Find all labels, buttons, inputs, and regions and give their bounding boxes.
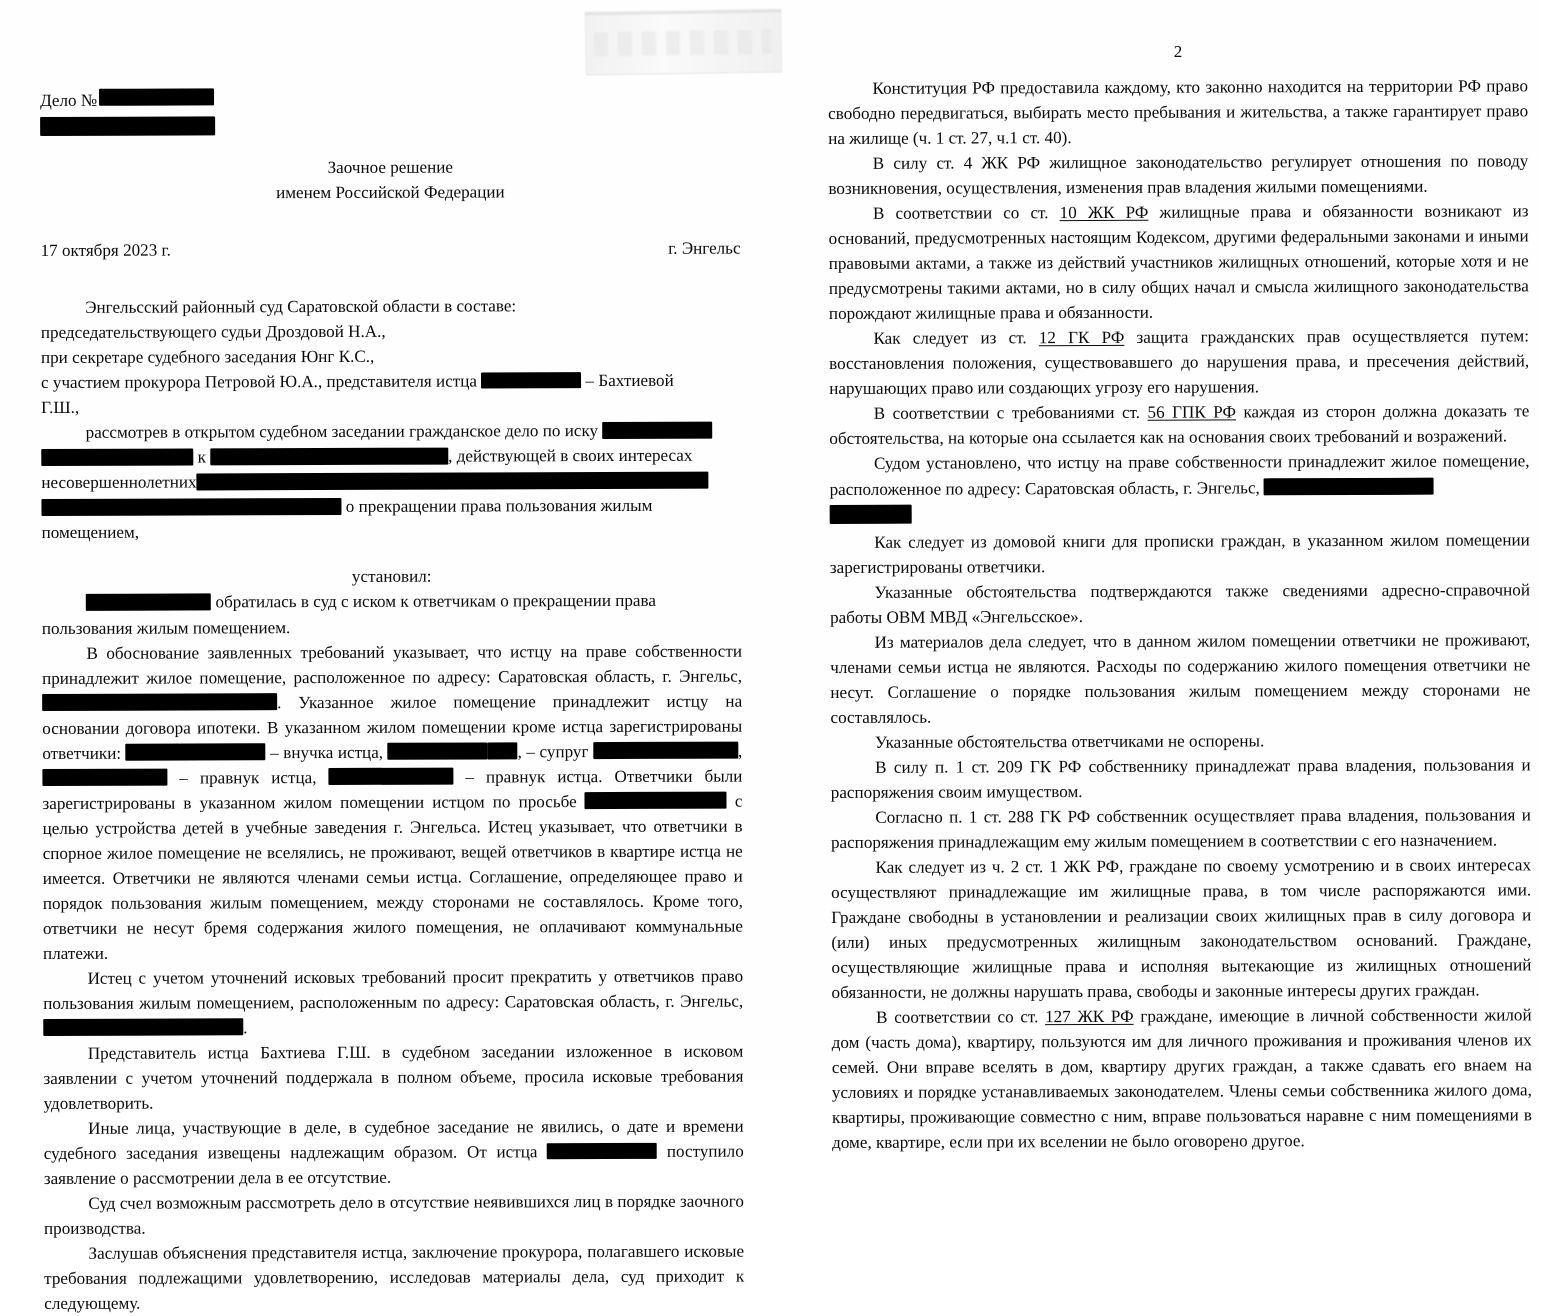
claim-request-paragraph — [43, 963, 743, 1041]
court-composition-line-1: Энгельсский районный суд Саратовской области в составе: — [85, 296, 517, 317]
prosecutor-text-b: – Бахтиевой — [585, 371, 674, 391]
redaction-request-initiator — [585, 792, 727, 809]
prosecutor-line — [41, 368, 741, 395]
grounds-paragraph — [42, 638, 743, 966]
zhk-article1-paragraph: Как следует из ч. 2 ст. 1 ЖК РФ, граждане по своему усмотрению и в своих интересах осуществляют принадлежащие им жилищные права, в том числе распоряжаются ими. Граждане свободны в установлении и реализации своих жилищных прав в силу договора и (или) иных предусмотренных жилищным законодательством оснований. Граждане, осуществляющие жилищные права и исполняя вытекающие из жилищных отношений обязанности, не должны нарушать права, свободы и законные интересы других граждан. — [831, 855, 1532, 1003]
claim-intro-line-1 — [42, 588, 742, 615]
default-procedure-paragraph: Суд счел возможным рассмотреть дело в отсутствие неявившихся лиц в порядке заочного производства. — [43, 1191, 744, 1239]
decision-city: г. Энгельс — [668, 238, 741, 258]
findings-text-a: Судом установлено, что истцу на праве собственности принадлежит жилое помещение, расположенное по адресу: Саратовская область, г. Энгельс, — [829, 451, 1530, 499]
constitution-paragraph: Конституция РФ предоставила каждому, кто законно находится на территории РФ право свободно передвигаться, выбирать место пребывания и жительства, а также гарантирует право на жилище (ч. 1 ст. 27, ч.1 ст. 40). — [828, 76, 1529, 149]
redaction-respondent-3 — [488, 742, 518, 759]
redaction-representative-name — [481, 372, 581, 389]
considered-text-e: о прекращении права пользования жилым — [345, 496, 653, 517]
house-register-paragraph: Как следует из домовой книги для прописки граждан, в указанном жилом помещении зарегистрированы ответчики. — [829, 529, 1530, 577]
zhk127-text-b: граждане, имеющие в личной собственности жилой дом (часть дома), квартиру, пользуются им для личного проживания и проживания членов их семей. Они вправе вселять в дом, квартиру других граждан, а также сдавать его внаем на условиях и порядке устанавливаемых законодателем. Члены семьи собственника жилого дома, квартиры, проживающие совместно с ним, вправе пользоваться наравне с ним помещениями в доме, квартире, если при их вселении не было оговорено другое. — [831, 1005, 1533, 1153]
decision-date: 17 октября 2023 г. — [40, 240, 171, 261]
redaction-respondent-5 — [42, 769, 167, 786]
case-materials-paragraph: Из материалов дела следует, что в данном жилом помещении ответчики не проживают, членами семьи истца не являются. Расходы по содержанию жилого помещения ответчики не несут. Соглашение о порядке пользования жилым помещением между сторонами не составлялось. — [830, 629, 1531, 727]
considered-paragraph-line-5: помещением, — [41, 523, 140, 543]
redaction-plaintiff-name-1 — [602, 421, 712, 438]
zhk-article4-paragraph: В силу ст. 4 ЖК РФ жилищное законодательство регулирует отношения по поводу возникновения, осуществления, изменения прав владения жилыми помещениями. — [828, 151, 1529, 199]
considered-text-a: рассмотрев в открытом судебном заседании гражданское дело по иску — [85, 421, 599, 443]
redaction-applicant-name — [86, 593, 211, 610]
claim-intro-line-2: пользования жилым помещением. — [41, 617, 291, 638]
zhk10-text-b: жилищные права и обязанности возникают из оснований, предусмотренных настоящим Кодексом, другими федеральными законами и иными правовыми актами, а также из действий участников жилищных отношений, которые хотя и не предусмотрены такими актами, но в силу общих начал и смысла жилищного законодательства порождают жилищные права и обязанности. — [828, 201, 1529, 324]
gk12-text-a: Как следует из ст. — [873, 328, 1027, 349]
redaction-case-number-second-line — [40, 116, 215, 136]
considered-text-c: , действующей в своих интересах — [448, 446, 693, 466]
grounds-text-e: , — [737, 741, 743, 761]
considered-paragraph-line-1 — [41, 418, 741, 445]
redaction-plaintiff-name-2 — [41, 448, 193, 465]
gpk56-text-a: В соответствии с требованиями ст. — [873, 403, 1141, 424]
prosecutor-initials: Г.Ш., — [41, 398, 80, 418]
claim-intro-text-a: обратилась в суд с иском к ответчикам о прекращении права — [215, 591, 656, 612]
gk-article209-paragraph: В силу п. 1 ст. 209 ГК РФ собственнику принадлежат права владения, пользования и распоряжения своим имуществом. — [830, 755, 1531, 802]
left-column — [40, 86, 744, 1316]
zhk-article10-paragraph — [828, 198, 1528, 326]
grounds-text-d: , – супруг — [517, 741, 589, 761]
redaction-defendant-name-1 — [210, 447, 448, 465]
reference-zhk-127: 127 ЖК РФ — [1045, 1006, 1134, 1027]
redaction-address-1 — [42, 693, 277, 711]
redaction-minor-names-2 — [41, 498, 341, 516]
zhk10-text-a: В соответствии со ст. — [872, 203, 1049, 223]
zhk127-text-a: В соответствии со ст. — [876, 1007, 1039, 1027]
prosecutor-text-a: с участием прокурора Петровой Ю.А., представителя истца — [40, 371, 478, 393]
gpk-article56-paragraph — [829, 399, 1529, 452]
right-column — [828, 73, 1532, 1155]
grounds-text-h: с целью устройства детей в учебные заведения г. Энгельса. Истец указывает, что ответчики в спорное жилое помещение не вселялись, не проживают, вещей ответчиков в квартире истца не имеется. Ответчики не являются членами семьи истца. Соглашение, определяющее право и порядок пользования жилым помещением, между сторонами не составлялось. Кроме того, ответчики не несут бремя содержания жилого помещения, не оплачивают коммунальные платежи. — [42, 791, 743, 963]
considered-text-d: несовершеннолетних — [41, 472, 197, 493]
redaction-minor-names-1 — [197, 471, 709, 490]
grounds-text-g: – правнук истца. Ответчики были зарегистрированы в указанном жилом помещении истцом по просьбе — [42, 766, 743, 813]
grounds-text-c: – внучка истца, — [270, 742, 384, 762]
redaction-respondent-6 — [328, 768, 453, 785]
grounds-text-f: – правнук истца, — [179, 767, 317, 788]
uncontested-paragraph: Указанные обстоятельства ответчиками не оспорены. — [874, 731, 1265, 752]
absent-parties-text-a: Иные лица, участвующие в деле, в судебное заседание не явились, о дате и времени судебного заседания извещены надлежащим образом. От истца — [43, 1116, 744, 1164]
address-bureau-paragraph: Указанные обстоятельства подтверждаются также сведениями адресно-справочной работы ОВМ МВД «Энгельсское». — [830, 579, 1531, 627]
reference-zhk-10: 10 ЖК РФ — [1059, 202, 1149, 223]
reference-gk-12: 12 ГК РФ — [1038, 328, 1125, 348]
redaction-plaintiff-name-3 — [547, 1142, 657, 1159]
redaction-respondent-2 — [388, 743, 488, 760]
gk-article12-paragraph — [829, 324, 1529, 402]
date-city-row — [41, 236, 741, 263]
reference-gpk-56: 56 ГПК РФ — [1147, 402, 1237, 423]
redaction-address-3-continued — [830, 504, 912, 523]
gk12-text-b: защита гражданских прав осуществляется путем: восстановления положения, существовавшего до нарушения права, и пресечения действий, нарушающих право или создающих угрозу его нарушения. — [829, 326, 1530, 399]
absent-parties-paragraph — [44, 1114, 744, 1192]
redaction-respondent-1 — [126, 743, 266, 760]
claim-request-text-b: . — [243, 1018, 248, 1038]
case-number-label: Дело № — [40, 90, 98, 110]
section-heading-ustanovil: установил: — [351, 567, 432, 587]
considered-paragraph-line-2 — [41, 443, 741, 470]
court-composition-line-2: председательствующего судьи Дроздовой Н.А., — [40, 321, 386, 343]
court-composition-line-3: при секретаре судебного заседания Юнг К.С., — [40, 347, 375, 368]
redaction-case-number — [99, 89, 214, 106]
case-number-line — [40, 86, 740, 113]
document-title-line2: именем Российской Федерации — [276, 182, 505, 203]
considered-paragraph-line-3 — [41, 468, 741, 495]
representative-statement-paragraph: Представитель истца Бахтиева Г.Ш. в судебном заседании изложенное в исковом заявлении с учетом уточнений поддержала в полном объеме, просила исковые требования удовлетворить. — [43, 1041, 744, 1114]
gpk56-text-b: каждая из сторон должна доказать те обстоятельства, на которые она ссылается как на основания своих требований и возражений. — [829, 401, 1530, 449]
conclusion-intro-paragraph: Заслушав объяснения представителя истца, заключение прокурора, полагавшего исковые требования подлежащими удовлетворению, исследовав материалы дела, суд приходит к следующему. — [44, 1241, 745, 1314]
page-number: 2 — [1173, 42, 1183, 61]
court-findings-ownership-paragraph — [829, 449, 1529, 502]
redaction-address-2 — [43, 1019, 243, 1036]
absent-parties-text-b: поступило заявление о рассмотрении дела в ее отсутствие. — [43, 1141, 744, 1189]
considered-text-b: к — [197, 447, 206, 467]
grounds-text-a: В обоснование заявленных требований указывает, что истцу на праве собственности принадлежит жилое помещение, расположенное по адресу: Саратовская область, г. Энгельс, — [42, 641, 743, 688]
gk-article288-paragraph: Согласно п. 1 ст. 288 ГК РФ собственник осуществляет права владения, пользования и распоряжения принадлежащим ему жилым помещением в соответствии с его назначением. — [830, 805, 1531, 852]
scan-artifact-stamp-ghost — [585, 8, 783, 75]
redaction-respondent-4 — [593, 742, 738, 759]
redaction-address-3 — [1264, 478, 1434, 495]
grounds-text-b: . Указанное жилое помещение принадлежит истцу на основании договора ипотеки. В указанном жилом помещении кроме истца зарегистрированы ответчики: — [42, 691, 743, 763]
document-title-line1: Заочное решение — [327, 157, 453, 178]
zhk-article127-paragraph — [832, 1002, 1533, 1155]
claim-request-text-a: Истец с учетом уточнений исковых требований просит прекратить у ответчиков право пользования жилым помещением, расположенным по адресу: Саратовская область, г. Энгельс, — [43, 966, 744, 1013]
considered-paragraph-line-4 — [41, 493, 741, 520]
